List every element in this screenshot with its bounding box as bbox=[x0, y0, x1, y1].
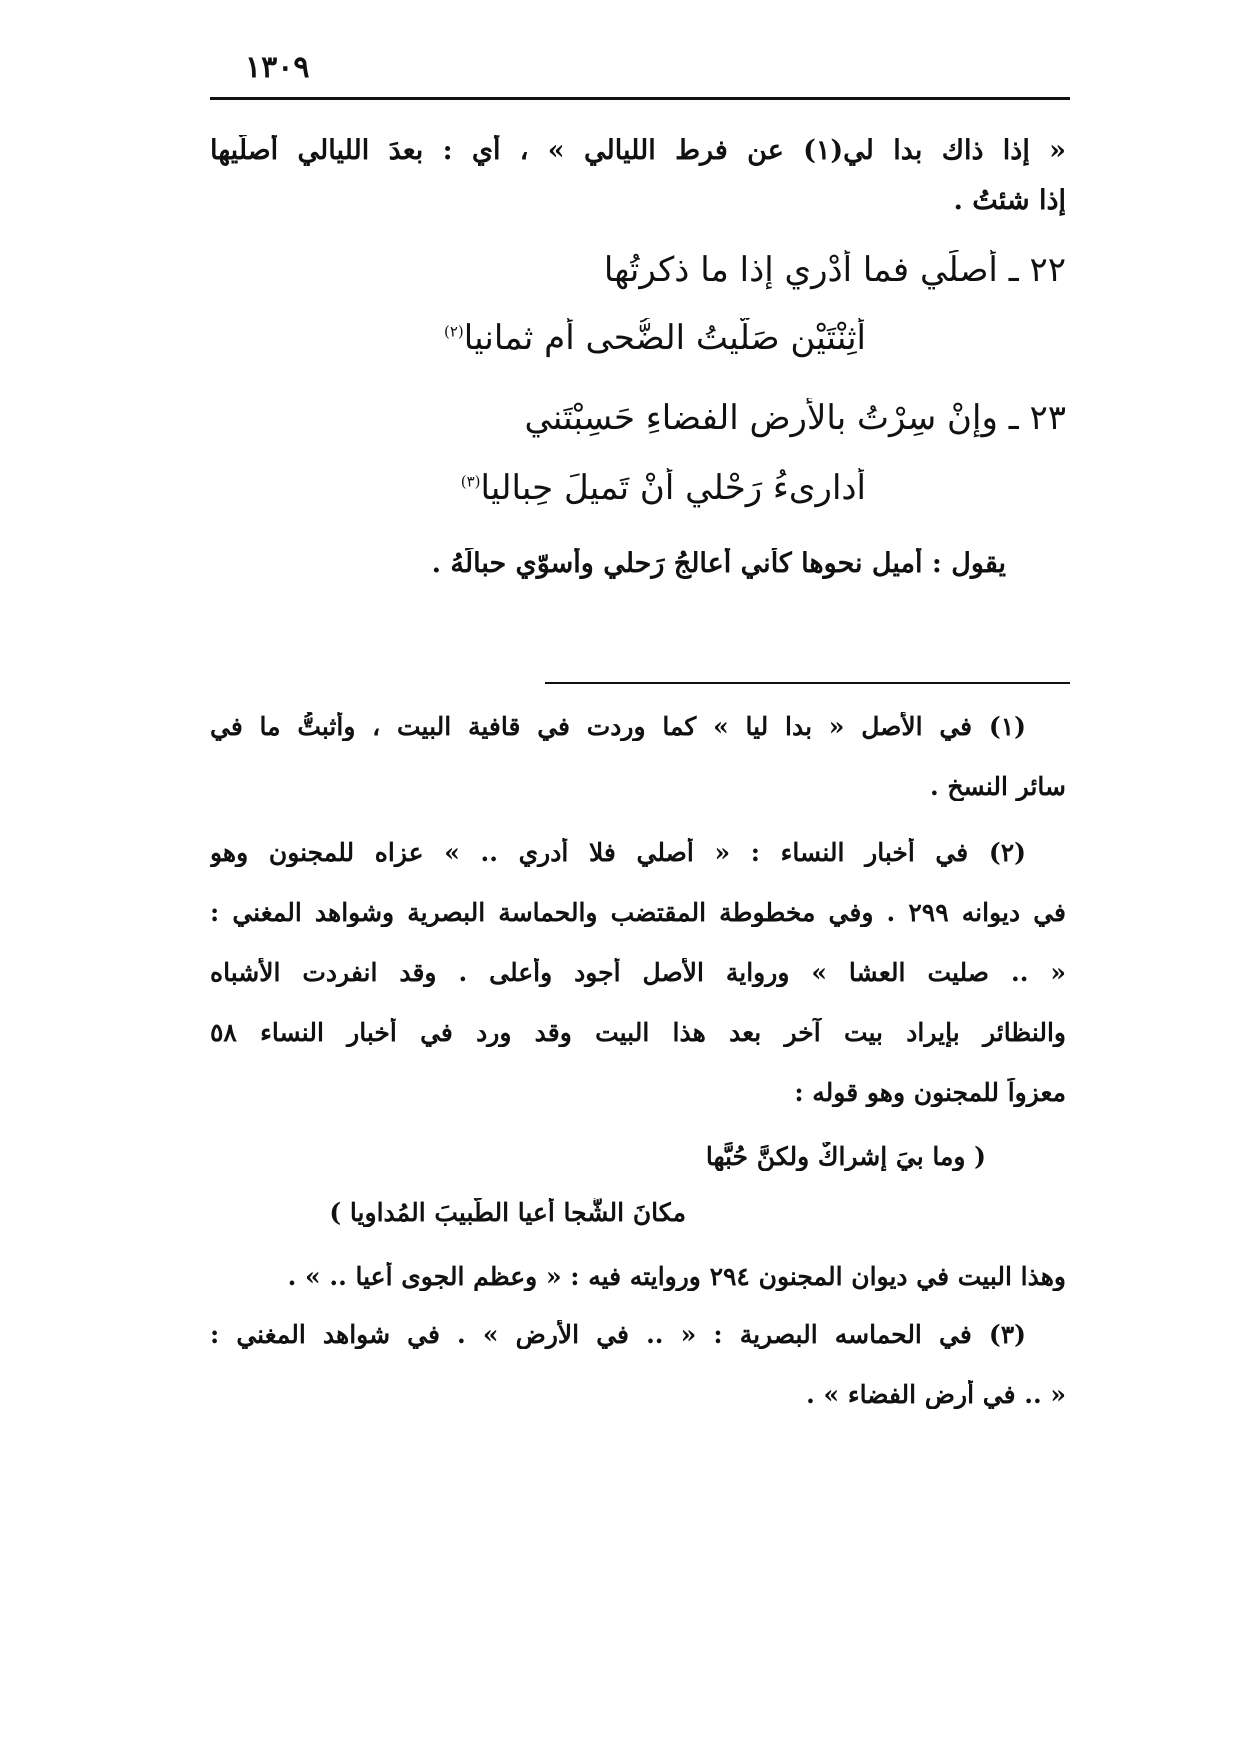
footnote-ref-2: (٢) bbox=[444, 322, 464, 341]
footnote-2-line-4: والنظائر بإيراد بيت آخر بعد هذا البيت وقد ورد في أخبار النساء ٥٨ bbox=[210, 1018, 1066, 1047]
footnote-3-line-2: « .. في أرض الفضاء » . bbox=[806, 1380, 1066, 1409]
footnote-2-line-2: في ديوانه ٢٩٩ . وفي مخطوطة المقتضب والحماسة البصرية وشواهد المغني : bbox=[210, 898, 1066, 927]
verse-gloss: يقول : أميل نحوها كأني أعالجُ رَحلي وأسوّي حبالَهُ . bbox=[431, 548, 1006, 579]
footnote-2-line-5: معزواً للمجنون وهو قوله : bbox=[794, 1078, 1066, 1107]
header-rule bbox=[210, 97, 1070, 100]
footnote-2-quoted-verse-second: مكانَ الشَّجا أعيا الطّبيبَ المُداويا ) bbox=[329, 1198, 686, 1227]
verse-22-second-hemistich bbox=[210, 318, 866, 358]
verse-23-first-hemistich: ٢٣ ـ وإنْ سِرْتُ بالأرضِ الفضاءِ حَسِبْتَني bbox=[524, 398, 1066, 438]
intro-line-2: إذا شئتُ . bbox=[953, 185, 1066, 216]
intro-line-1: « إذا ذاك بدا لي(١) عن فرط الليالي » ، أي : بعدَ الليالي أصلّيها bbox=[210, 135, 1066, 166]
verse-22-second-text: أَثِنْتَيْنِ صَلَّيتُ الضُّحى أم ثمانيا bbox=[463, 318, 866, 358]
footnote-3-line-1: (٣) في الحماسه البصرية : « .. في الأرض » . في شواهد المغني : bbox=[210, 1320, 1026, 1349]
footnote-separator bbox=[545, 682, 1070, 684]
footnote-2-after-line: وهذا البيت في ديوان المجنون ٢٩٤ وروايته فيه : « وعظم الجوى أعيا .. » . bbox=[287, 1262, 1066, 1291]
footnote-1-line-1: (١) في الأصل « بدا ليا » كما وردت في قافية البيت ، وأثبتُّ ما في bbox=[210, 712, 1026, 741]
verse-22-first-hemistich: ٢٢ ـ أُصلِّي فما أدْري إذا ما ذكرتُها bbox=[603, 250, 1066, 290]
footnote-1-line-2: سائر النسخ . bbox=[930, 772, 1066, 801]
footnote-2-line-3: « .. صليت العشا » ورواية الأصل أجود وأعلى . وقد انفردت الأشباه bbox=[210, 958, 1066, 987]
verse-23-second-hemistich bbox=[210, 468, 866, 508]
footnote-ref-3: (٣) bbox=[460, 472, 481, 491]
footnote-2-quoted-verse-first: ( وما بيَ إشراكٌ ولكنَّ حُبَّها bbox=[705, 1142, 986, 1171]
verse-23-second-text: أُدارِىءُ رَحْلي أنْ تَميلَ حِباليا bbox=[480, 468, 866, 508]
footnote-2-line-1: (٢) في أخبار النساء : « أصلي فلا أدري .. » عزاه للمجنون وهو bbox=[210, 838, 1026, 867]
page-number: ١٣٠٩ bbox=[245, 50, 310, 85]
